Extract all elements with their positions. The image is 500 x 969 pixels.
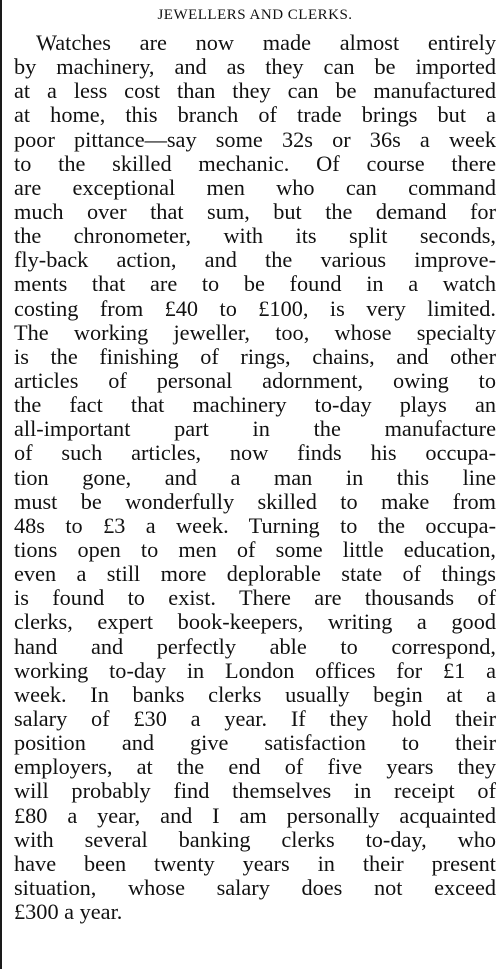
body-line: tion gone, and a man in this line — [14, 465, 496, 490]
body-line: all-important part in the manufacture — [14, 417, 496, 442]
body-line: at home, this branch of trade brings but a — [14, 103, 496, 128]
body-line: even a still more deplorable state of things — [14, 562, 496, 587]
body-line: situation, whose salary does not exceed — [14, 875, 496, 900]
body-line: with several banking clerks to-day, who — [14, 827, 496, 852]
body-line: have been twenty years in their present — [14, 851, 496, 876]
body-line: hand and perfectly able to correspond, — [14, 634, 496, 659]
body-line: £80 a year, and I am personally acquainted — [14, 803, 496, 828]
body-line: to the skilled mechanic. Of course there — [14, 151, 496, 176]
body-line: costing from £40 to £100, is very limited. — [14, 296, 496, 321]
body-line: £300 a year. — [14, 900, 123, 925]
body-line: the fact that machinery to-day plays an — [14, 393, 496, 418]
body-line: the chronometer, with its split seconds, — [14, 224, 496, 249]
body-line: position and give satisfaction to their — [14, 731, 496, 756]
body-line: is found to exist. There are thousands of — [14, 586, 496, 611]
body-line: is the finishing of rings, chains, and other — [14, 344, 496, 369]
body-line: articles of personal adornment, owing to — [14, 368, 496, 393]
body-line: at a less cost than they can be manufactured — [14, 79, 496, 104]
body-line: week. In banks clerks usually begin at a — [14, 682, 496, 707]
body-line: working to-day in London offices for £1 a — [14, 658, 496, 683]
article-body — [14, 31, 496, 924]
body-line: salary of £30 a year. If they hold their — [14, 706, 496, 731]
body-line: are exceptional men who can command — [14, 175, 496, 200]
body-line: must be wonderfully skilled to make from — [14, 489, 496, 514]
body-line: tions open to men of some little education, — [14, 537, 496, 562]
body-line: Watches are now made almost entirely — [36, 31, 496, 55]
body-line: 48s to £3 a week. Turning to the occupa- — [14, 513, 496, 538]
body-line: poor pittance—say some 32s or 36s a week — [14, 127, 496, 152]
body-line: of such articles, now finds his occupa- — [14, 441, 496, 466]
body-line: clerks, expert book-keepers, writing a good — [14, 610, 496, 635]
article-heading: JEWELLERS AND CLERKS. — [157, 7, 353, 23]
body-line: by machinery, and as they can be imported — [14, 55, 496, 80]
body-line: ments that are to be found in a watch — [14, 272, 496, 297]
body-line: much over that sum, but the demand for — [14, 199, 496, 224]
body-line: fly-back action, and the various improve- — [14, 248, 496, 273]
body-line: The working jeweller, too, whose specialty — [14, 320, 496, 345]
body-line: employers, at the end of five years they — [14, 755, 496, 780]
body-line: will probably find themselves in receipt of — [14, 779, 496, 804]
